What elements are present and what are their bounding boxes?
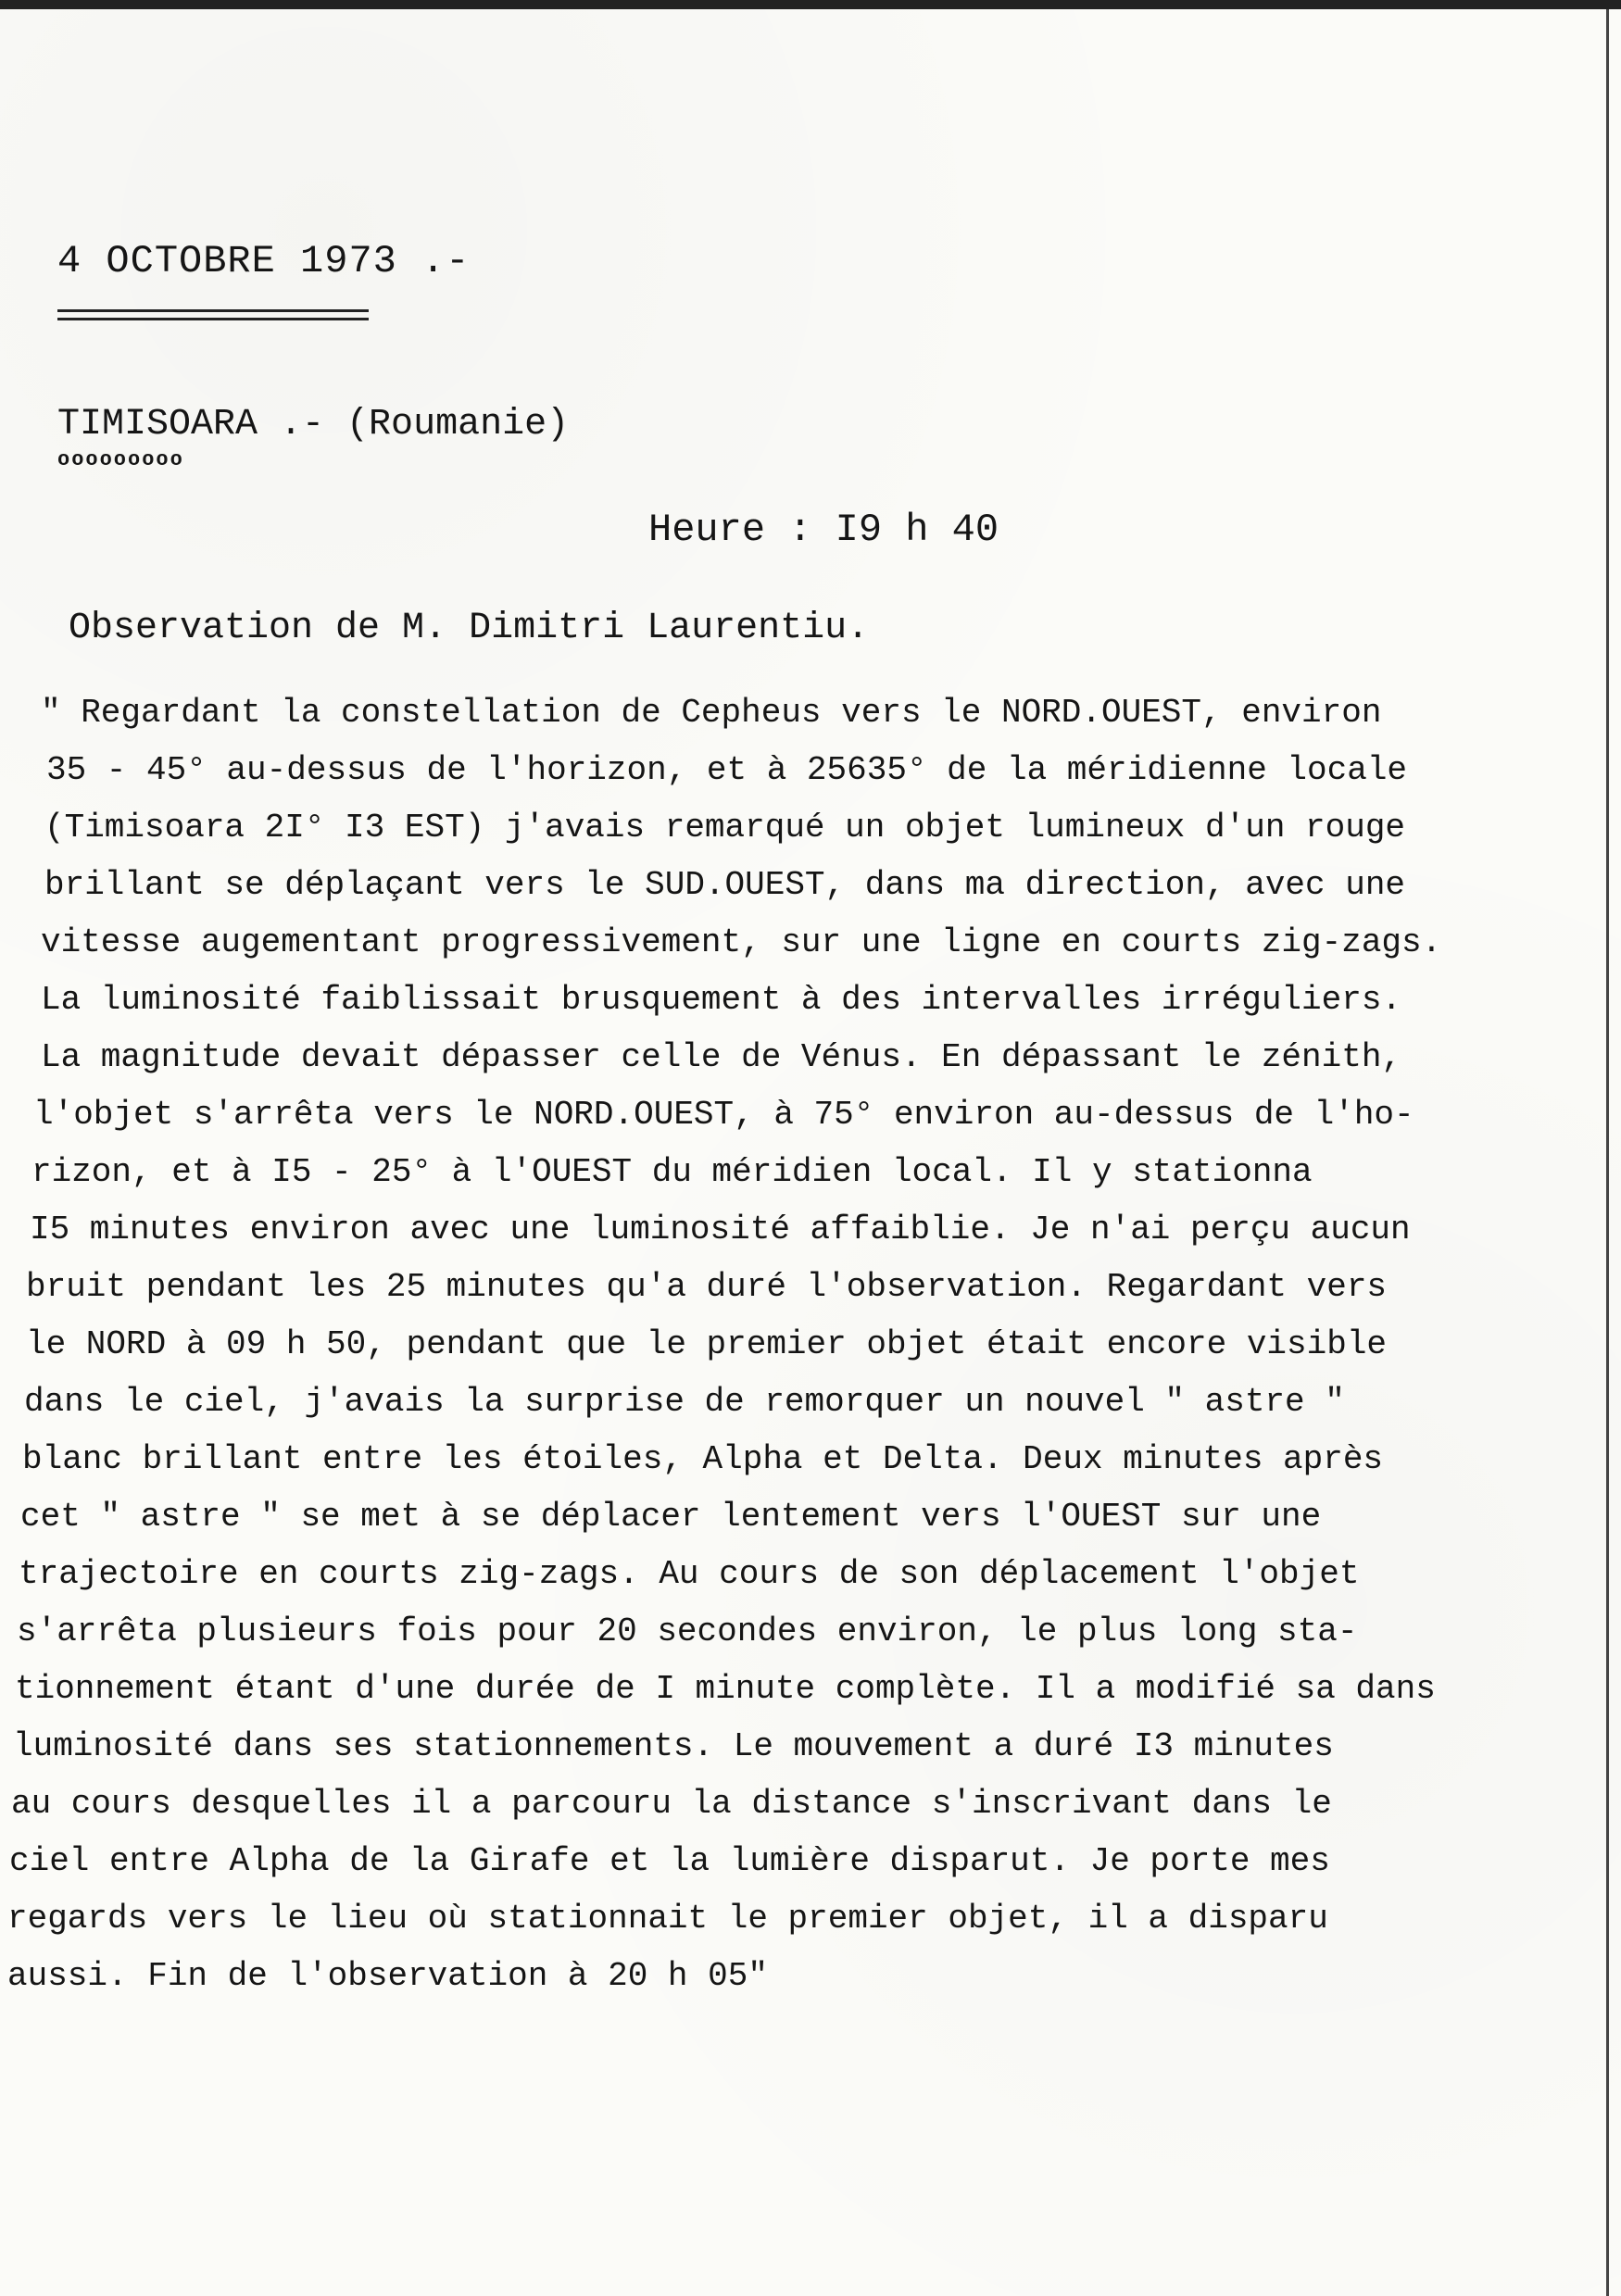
text-line: brillant se déplaçant vers le SUD.OUEST, dans ma direction, avec une [44, 866, 1406, 904]
text-line: s'arrêta plusieurs fois pour 20 secondes environ, le plus long sta- [17, 1612, 1358, 1650]
text-line: I5 minutes environ avec une luminosité affaiblie. Je n'ai perçu aucun [30, 1211, 1411, 1248]
text-line: vitesse augementant progressivement, sur une ligne en courts zig-zags. [41, 923, 1442, 961]
location-underline-dots: ooooooooo [57, 448, 184, 471]
text-line: (Timisoara 2I° I3 EST) j'avais remarqué un objet lumineux d'un rouge [44, 809, 1406, 847]
observer-line: Observation de M. Dimitri Laurentiu. [69, 608, 870, 649]
text-line: le NORD à 09 h 50, pendant que le premier objet était encore visible [26, 1325, 1388, 1363]
observation-time: Heure : I9 h 40 [648, 508, 999, 552]
text-line: trajectoire en courts zig-zags. Au cours de son déplacement l'objet [19, 1555, 1360, 1593]
text-line: l'objet s'arrêta vers le NORD.OUEST, à 75° environ au-dessus de l'ho- [33, 1096, 1414, 1134]
text-line: au cours desquelles il a parcouru la distance s'inscrivant dans le [11, 1785, 1332, 1823]
right-border [1606, 9, 1609, 2296]
text-line: dans le ciel, j'avais la surprise de remorquer un nouvel " astre " [24, 1383, 1345, 1421]
location-heading: TIMISOARA .- (Roumanie) [57, 404, 570, 445]
text-line: aussi. Fin de l'observation à 20 h 05" [7, 1957, 768, 1995]
top-border [0, 0, 1621, 9]
text-line: ciel entre Alpha de la Girafe et la lumière disparut. Je porte mes [9, 1842, 1330, 1880]
text-line: luminosité dans ses stationnements. Le mouvement a duré I3 minutes [13, 1727, 1334, 1765]
text-line: 35 - 45° au-dessus de l'horizon, et à 25635° de la méridienne locale [46, 751, 1408, 789]
text-line: cet " astre " se met à se déplacer lentement vers l'OUEST sur une [20, 1498, 1322, 1536]
text-line: tionnement étant d'une durée de I minute complète. Il a modifié sa dans [15, 1670, 1436, 1708]
date-heading: 4 OCTOBRE 1973 .- [57, 239, 471, 283]
text-line: rizon, et à I5 - 25° à l'OUEST du méridien local. Il y stationna [31, 1153, 1313, 1191]
text-line: bruit pendant les 25 minutes qu'a duré l'observation. Regardant vers [26, 1268, 1388, 1306]
text-line: La luminosité faiblissait brusquement à des intervalles irréguliers. [41, 981, 1402, 1019]
text-line: " Regardant la constellation de Cepheus vers le NORD.OUEST, environ [41, 694, 1382, 732]
text-line: regards vers le lieu où stationnait le premier objet, il a disparu [7, 1900, 1328, 1938]
text-line: La magnitude devait dépasser celle de Vénus. En dépassant le zénith, [41, 1038, 1402, 1076]
text-line: blanc brillant entre les étoiles, Alpha et Delta. Deux minutes après [22, 1440, 1384, 1478]
date-underline [57, 309, 369, 320]
